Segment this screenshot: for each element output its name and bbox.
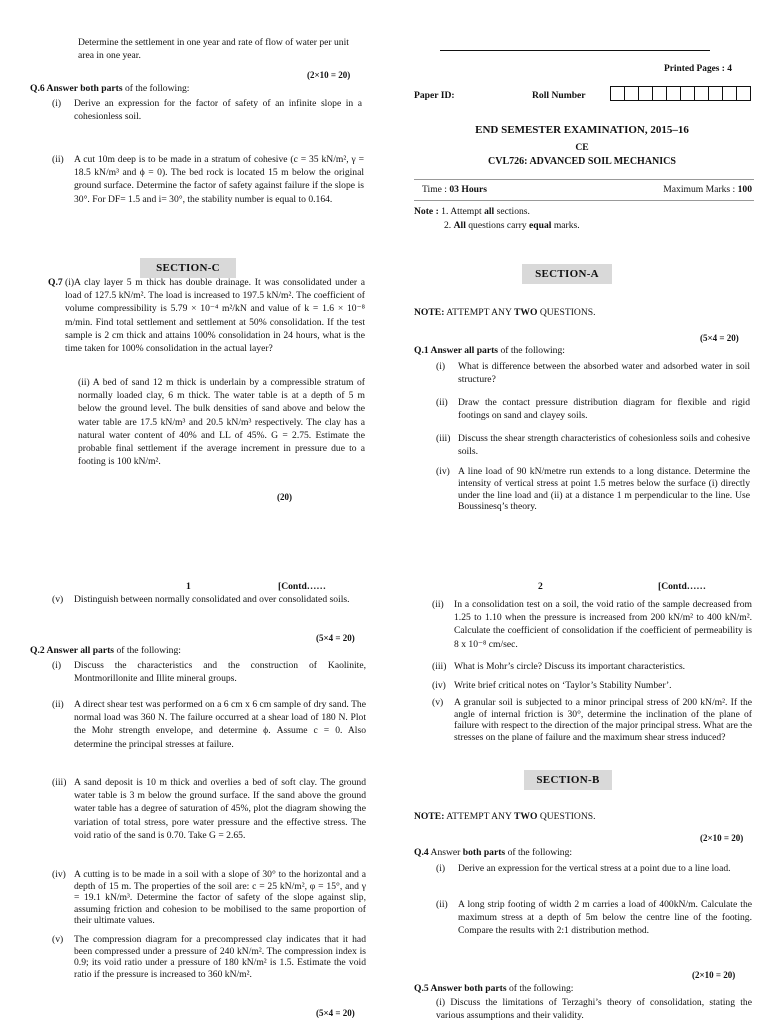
item-number: (iv)	[432, 680, 446, 691]
roll-box[interactable]	[653, 87, 667, 100]
marks-q1: (5×4 = 20)	[700, 333, 739, 343]
exam-title: END SEMESTER EXAMINATION, 2015–16	[475, 124, 689, 136]
q2-item-i	[52, 659, 366, 685]
page-top-left	[0, 0, 384, 512]
q5-continuation: Determine the settlement in one year and rate of flow of water per unit area in one year.	[78, 37, 349, 62]
item-number: (i)	[52, 660, 62, 671]
item-text: A long strip footing of width 2 m carries a load of 400kN/m. Calculate the maximum stress at a depth of 5m below the centre line of the footing. Compare the results with 2:1 distribution method.	[458, 899, 752, 937]
q7-label: Q.7	[48, 277, 63, 288]
q2-item-v	[52, 934, 366, 980]
q7-part-ii: (ii) A bed of sand 12 m thick is underlain by a compressible stratum of normally loaded clay, 6 m thick. The water table is at a depth of 5 m below the ground level. The bulk densities of sand above and below the water table are 17.5 kN/m³ and 20.5 kN/m³ respectively. The clay has a natural water content of 40% and LL of 45%. G = 2.75. Estimate the probable final settlement if the average increment in pressure due to a footing is 100 kN/m².	[78, 377, 365, 468]
q2-item-ii	[52, 698, 366, 751]
roll-box[interactable]	[681, 87, 695, 100]
q1-heading: Q.1 Answer all parts of the following:	[414, 345, 565, 356]
max-marks: Maximum Marks : 100	[663, 184, 752, 195]
instructions-line-2: 2. All questions carry equal marks.	[444, 220, 580, 231]
item-text: A line load of 90 kN/metre run extends to a long distance. Determine the intensity of vertical stress at point 1.5 metres below the surface (i) directly under the line load and (ii) at a distance 1 m perpendicular to the line. Use Boussinesq’s theory.	[458, 466, 750, 512]
course-title: CVL726: ADVANCED SOIL MECHANICS	[488, 156, 676, 167]
marks-q7: (20)	[277, 492, 292, 502]
q6-item-i	[52, 97, 362, 123]
marks-q1-end: (5×4 = 20)	[316, 633, 355, 643]
marks-q5: (2×10 = 20)	[692, 970, 736, 980]
q1-item-iv	[436, 466, 750, 512]
q2-heading: Q.2 Answer all parts of the following:	[30, 645, 181, 656]
item-number: (iii)	[52, 777, 67, 788]
item-number: (i)	[436, 863, 446, 874]
q4-item-ii	[436, 898, 752, 938]
section-b-banner: SECTION-B	[524, 770, 612, 790]
item-text: What is Mohr’s circle? Discuss its important characteristics.	[454, 661, 686, 672]
page-number: 1	[186, 581, 191, 592]
item-text: The compression diagram for a precompressed clay indicates that it had been compressed under a pressure of 240 kN/m². The compression index is 0.9; its void ratio under a pressure of 180 kN/m² is 1.5. Estimate the void ratio if the pressure is increased to 360 kN/m².	[74, 934, 366, 980]
section-a-note: NOTE: ATTEMPT ANY TWO QUESTIONS.	[414, 307, 596, 318]
printed-pages: Printed Pages : 4	[664, 64, 732, 74]
item-number: (ii)	[52, 154, 64, 165]
item-number: (v)	[52, 594, 64, 605]
q1-item-i	[436, 360, 750, 386]
q6-heading-rest: of the following:	[122, 83, 190, 94]
q2-item-iii	[52, 776, 366, 842]
roll-box[interactable]	[639, 87, 653, 100]
item-number: (iii)	[432, 661, 447, 672]
roll-box[interactable]	[625, 87, 639, 100]
time-marks-row	[414, 179, 754, 201]
item-number: (ii)	[436, 397, 448, 408]
item-number: (i)	[436, 361, 446, 372]
q1-item-ii	[436, 396, 750, 422]
item-number: (v)	[432, 697, 444, 708]
q5-item-i: (i) Discuss the limitations of Terzaghi’s theory of consolidation, stating the various assumptions and their validity.	[436, 997, 752, 1022]
item-number: (iv)	[436, 466, 450, 477]
item-number: (iv)	[52, 869, 66, 880]
q6-heading	[30, 82, 189, 95]
page-bottom-left	[0, 512, 384, 1024]
roll-box[interactable]	[737, 87, 750, 100]
q3-item-iii	[432, 660, 752, 673]
item-number: (i)	[52, 98, 62, 109]
item-text: What is difference between the absorbed water and adsorbed water in soil structure?	[458, 361, 750, 386]
item-text: A direct shear test was performed on a 6 cm x 6 cm sample of dry sand. The normal load was 360 N. The failure occurred at a shear load of 180 N. Plot the Mohr strength envelope, and determine ϕ. Assume c = 0. Also determine the principal stresses at failure.	[74, 699, 366, 750]
q5-heading: Q.5 Answer both parts of the following:	[414, 983, 574, 994]
item-text: Draw the contact pressure distribution diagram for flexible and rigid footings on sand and clayey soils.	[458, 397, 750, 422]
department: CE	[575, 142, 589, 153]
section-c-banner: SECTION-C	[140, 258, 236, 278]
marks-q6: (2×10 = 20)	[307, 70, 351, 80]
roll-box[interactable]	[723, 87, 737, 100]
roll-number-boxes[interactable]	[610, 86, 751, 101]
marks-q2: (5×4 = 20)	[316, 1008, 355, 1018]
page-top-right	[384, 0, 768, 512]
continued-label: [Contd……	[658, 581, 706, 592]
section-b-note: NOTE: ATTEMPT ANY TWO QUESTIONS.	[414, 811, 596, 822]
page-number: 2	[538, 581, 543, 592]
item-text: Derive an expression for the factor of safety of an infinite slope in a cohesionless soil.	[74, 98, 362, 123]
roll-number-label: Roll Number	[532, 90, 586, 101]
time-label: Time : 03 Hours	[422, 184, 487, 195]
page-bottom-right	[384, 512, 768, 1024]
roll-box[interactable]	[611, 87, 625, 100]
q3-item-ii	[432, 598, 752, 651]
q4-item-i	[436, 862, 752, 875]
q2-item-iv	[52, 869, 366, 927]
item-text: Distinguish between normally consolidated and over consolidated soils.	[74, 594, 350, 605]
roll-box[interactable]	[667, 87, 681, 100]
paper-id-label: Paper ID:	[414, 90, 455, 101]
item-text: A cut 10m deep is to be made in a stratum of cohesive (c = 35 kN/m², γ = 18.5 kN/m³ and ϕ = 0). The bed rock is located 15 m below the original ground surface. Determine the factor of safety against failure if the slope is 30°. For DF= 1.5 and i= 30°, the stability number is equal to 0.164.	[74, 154, 364, 205]
item-text: Discuss the shear strength characteristics of cohesionless soils and cohesive soils.	[458, 433, 750, 458]
q1-item-v	[52, 593, 364, 606]
continued-label: [Contd……	[278, 581, 326, 592]
item-text: A granular soil is subjected to a minor principal stress of 200 kN/m². If the angle of internal friction is 30°, determine the inclination of the plane of failure with respect to the direction of the major principal stress. What are the stresses on the plane of failure and the maximum shear stress induced?	[454, 697, 752, 743]
item-number: (ii)	[432, 599, 444, 610]
q3-item-v	[432, 697, 752, 743]
q6-heading-bold: Q.6 Answer both parts	[30, 83, 123, 94]
roll-box[interactable]	[695, 87, 709, 100]
item-number: (ii)	[52, 699, 64, 710]
top-rule	[440, 50, 710, 51]
item-text: Discuss the characteristics and the construction of Kaolinite, Montmorillonite and Illite mineral groups.	[74, 660, 366, 685]
item-text: Derive an expression for the vertical stress at a point due to a line load.	[458, 863, 731, 874]
q3-item-iv	[432, 679, 752, 692]
item-text: In a consolidation test on a soil, the void ratio of the sample decreased from 1.25 to 1.10 when the pressure is increased from 200 kN/m² to 400 kN/m². Calculate the coefficient of consolidation if the coefficient of permeability is 8 x 10⁻⁸ cm/sec.	[454, 599, 752, 650]
q7-part-i: (i)A clay layer 5 m thick has double drainage. It was consolidated under a load of 127.5 kN/m². The load is increased to 197.5 kN/m². The coefficient of volume compressibility is 5.79 × 10⁻⁴ m²/kN and value of k = 1.6 × 10⁻⁸ m/min. Find total settlement and settlement at 50% consolidation. If the test sample is 2 cm thick and attains 100% consolidation in 24 hours, what is the time taken for 100% consolidation in the actual layer?	[65, 277, 365, 355]
q4-heading: Q.4 Answer both parts of the following:	[414, 847, 573, 858]
q1-item-iii	[436, 432, 750, 458]
item-number: (ii)	[436, 899, 448, 910]
section-a-banner: SECTION-A	[522, 264, 612, 284]
item-number: (v)	[52, 934, 64, 945]
item-number: (iii)	[436, 433, 451, 444]
item-text: A sand deposit is 10 m thick and overlies a bed of soft clay. The ground water table is 3 m below the ground surface. If the sand above the ground water table has a degree of saturation of 45%, plot the diagram showing the variation of total stress, pore water pressure and the effective stress. The void ratio of the sand is 0.70. Take G = 2.65.	[74, 777, 366, 841]
q6-item-ii	[52, 153, 364, 206]
marks-q4: (2×10 = 20)	[700, 833, 744, 843]
item-text: A cutting is to be made in a soil with a slope of 30° to the horizontal and a depth of 15 m. The properties of the soil are: c = 25 kN/m², φ = 15°, and γ = 19.1 kN/m³. Determine the factor of safety of the slope against slip, assuming friction and cohesion to be mobilised to the same proportion of their ultimate values.	[74, 869, 366, 926]
item-text: Write brief critical notes on ‘Taylor’s Stability Number’.	[454, 680, 672, 691]
roll-box[interactable]	[709, 87, 723, 100]
instructions-line-1: Note : 1. Attempt all sections.	[414, 206, 530, 217]
